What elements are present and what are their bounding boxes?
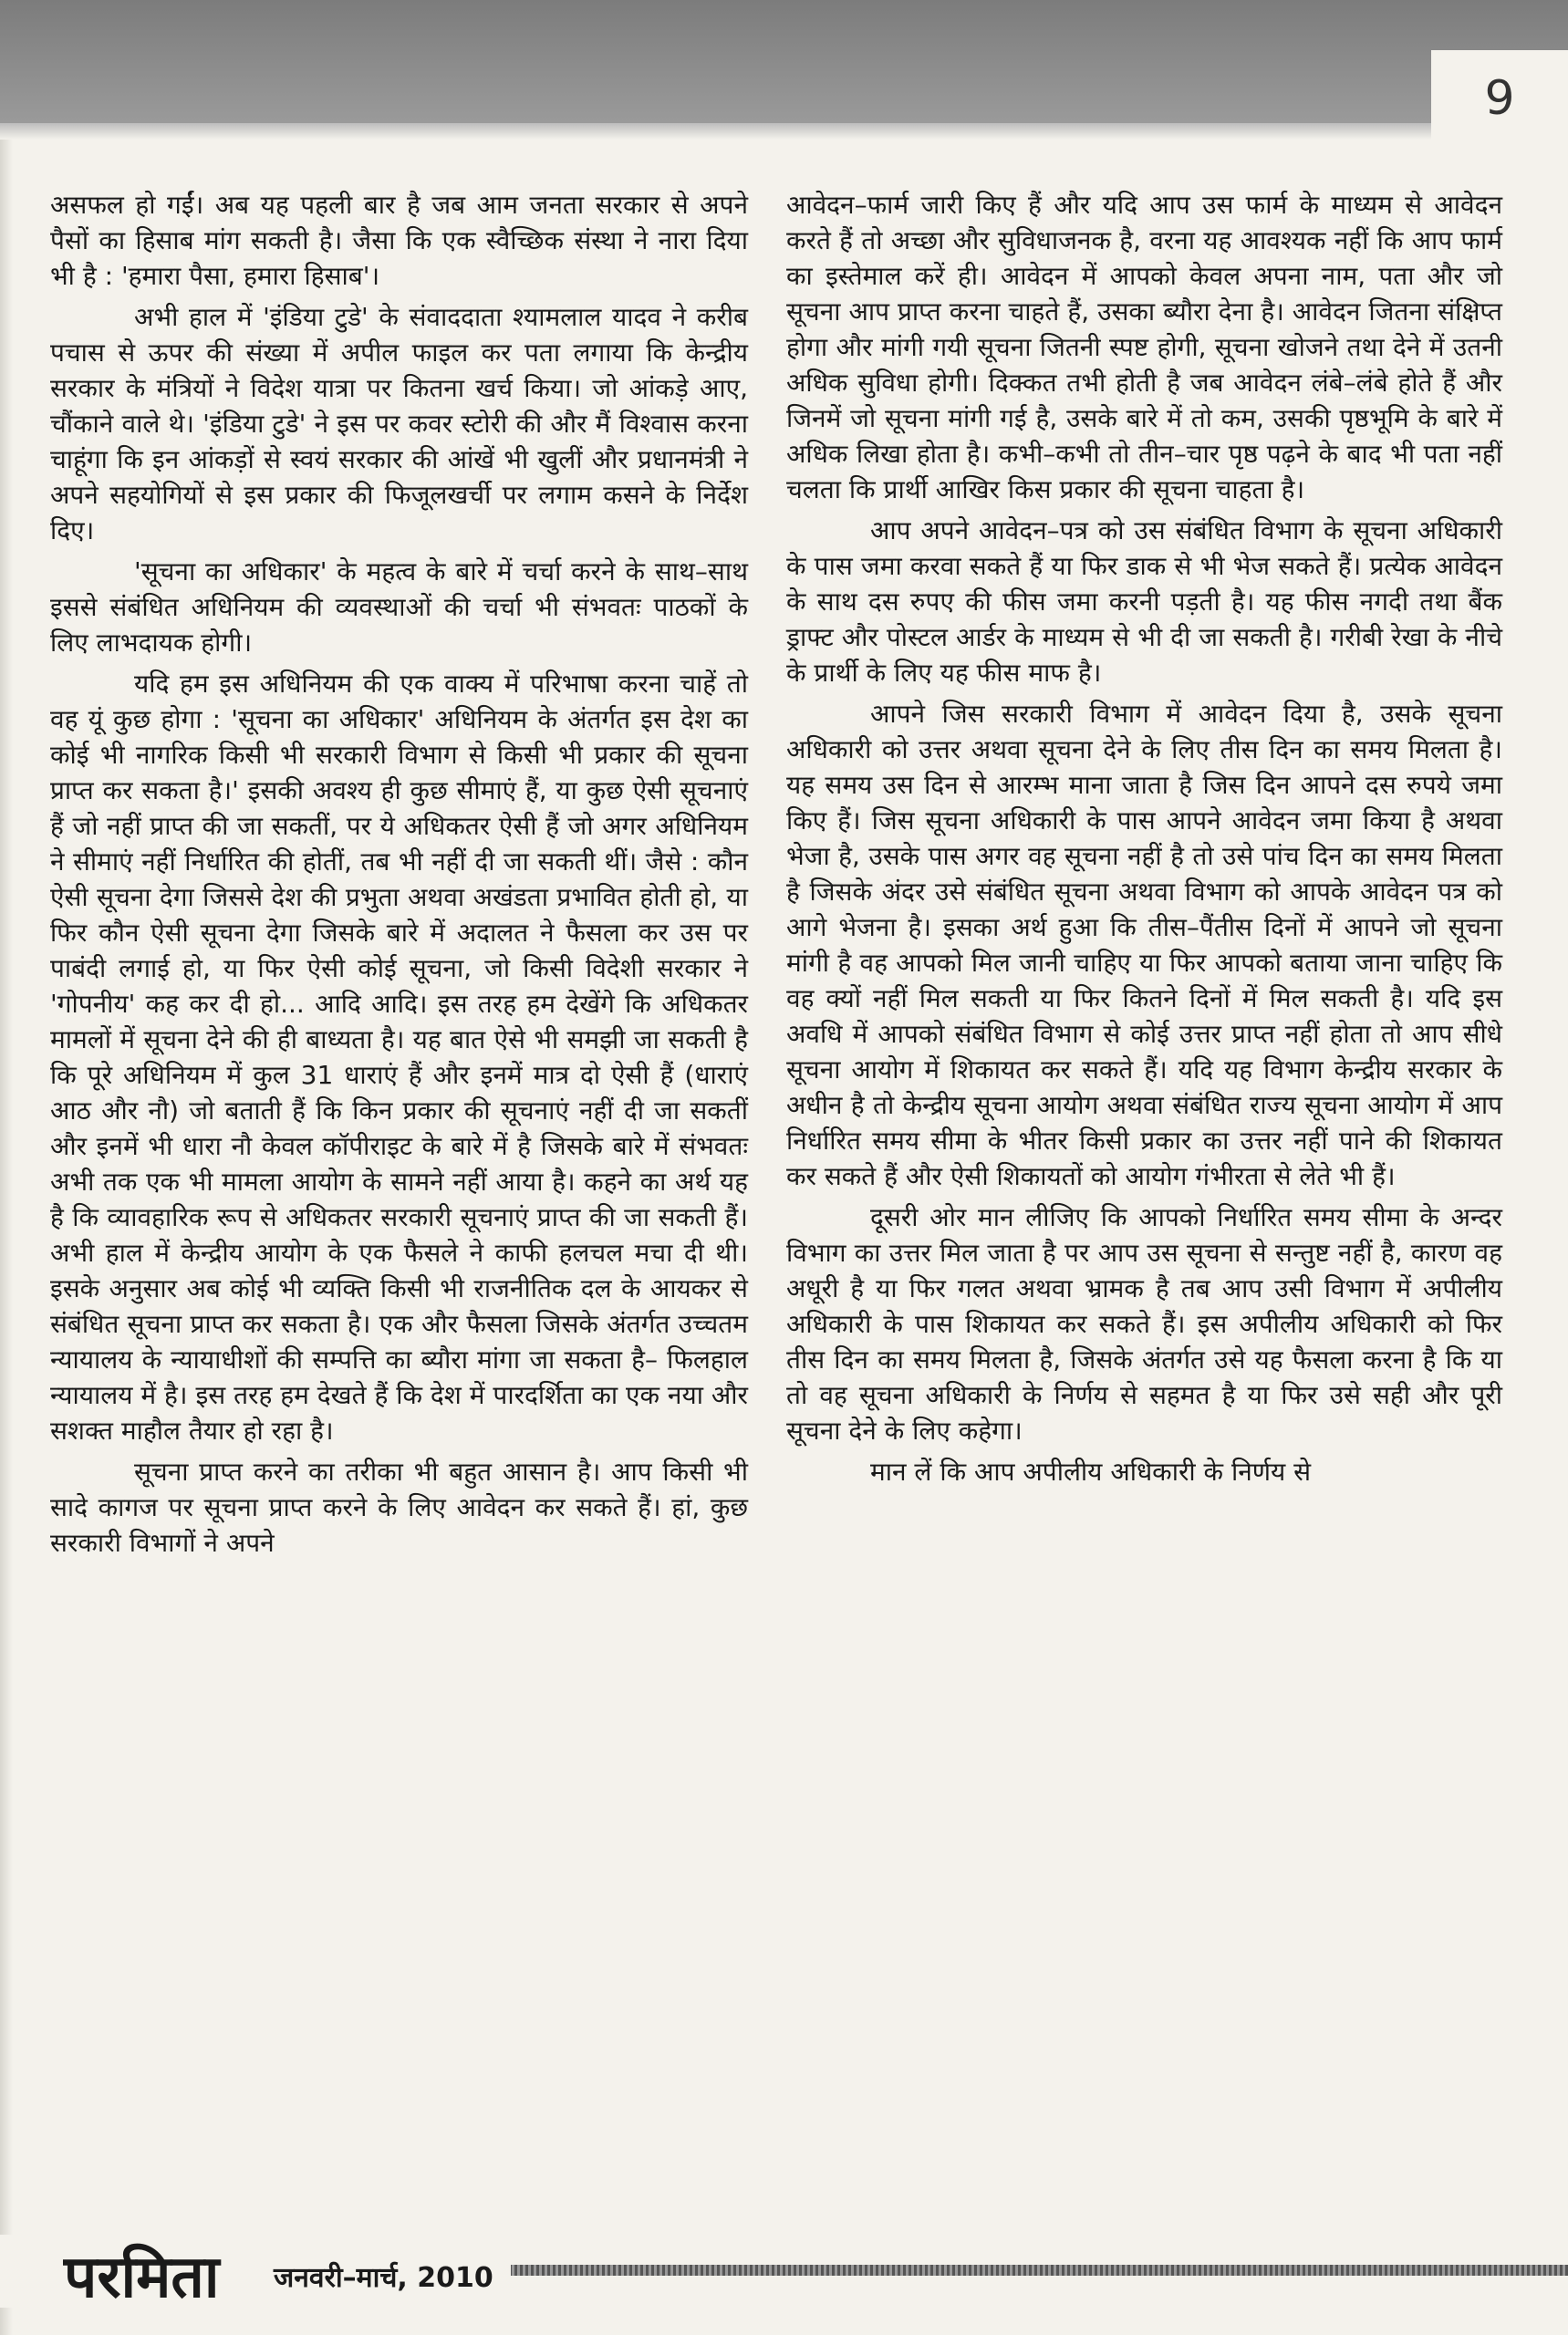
paragraph: अभी हाल में 'इंडिया टुडे' के संवाददाता श्यामलाल यादव ने करीब पचास से ऊपर की संख्या में अपील फाइल कर पता लगाया कि केन्द्रीय सरकार के मंत्रियों ने विदेश यात्रा पर कितना खर्च किया। जो आंकड़े आए, चौंकाने वाले थे। 'इंडिया टुडे' ने इस पर कवर स्टोरी की और मैं विश्वास करना चाहूंगा कि इन आंकड़ों से स्वयं सरकार की आंखें भी खुलीं और प्रधानमंत्री ने अपने सहयोगियों से इस प्रकार की फिजूलखर्ची पर लगाम कसने के निर्देश दिए।: [50, 302, 748, 545]
issue-date: जनवरी–मार्च, 2010: [274, 2262, 493, 2294]
magazine-logo: परमिता: [64, 2244, 220, 2311]
paragraph: यदि हम इस अधिनियम की एक वाक्य में परिभाषा करना चाहें तो वह यूं कुछ होगा : 'सूचना का अधिकार' अधिनियम के अंतर्गत इस देश का कोई भी नागरिक किसी भी सरकारी विभाग से किसी भी प्रकार की सूचना प्राप्त कर सकता है।' इसकी अवश्य ही कुछ सीमाएं हैं, या कुछ ऐसी सूचनाएं हैं जो नहीं प्राप्त की जा सकतीं, पर ये अधिकतर ऐसी हैं जो अगर अधिनियम ने सीमाएं नहीं निर्धारित की होतीं, तब भी नहीं दी जा सकती थीं। जैसे : कौन ऐसी सूचना देगा जिससे देश की प्रभुता अथवा अखंडता प्रभावित होती हो, या फिर कौन ऐसी सूचना देगा जिसके बारे में अदालत ने फैसला कर उस पर पाबंदी लगाई हो, या फिर ऐसी कोई सूचना, जो किसी विदेशी सरकार ने 'गोपनीय' कह कर दी हो... आदि आदि। इस तरह हम देखेंगे कि अधिकतर मामलों में सूचना देने की ही बाध्यता है। यह बात ऐसे भी समझी जा सकती है कि पूरे अधिनियम में कुल 31 धाराएं हैं और इनमें मात्र दो ऐसी हैं (धाराएं आठ और नौ) जो बताती हैं कि किन प्रकार की सूचनाएं नहीं दी जा सकतीं और इनमें भी धारा नौ केवल कॉपीराइट के बारे में है जिसके बारे में संभवतः अभी तक एक भी मामला आयोग के सामने नहीं आया है। कहने का अर्थ यह है कि व्यावहारिक रूप से अधिकतर सरकारी सूचनाएं प्राप्त की जा सकती हैं। अभी हाल में केन्द्रीय आयोग के एक फैसले ने काफी हलचल मचा दी थी। इसके अनुसार अब कोई भी व्यक्ति किसी भी राजनीतिक दल के आयकर से संबंधित सूचना प्राप्त कर सकता है। एक और फैसला जिसके अंतर्गत उच्चतम न्यायालय के न्यायाधीशों की सम्पत्ति का ब्यौरा मांगा जा सकता है– फिलहाल न्यायालय में है। इस तरह हम देखते हैं कि देश में पारदर्शिता का एक नया और सशक्त माहौल तैयार हो रहा है।: [50, 669, 748, 1446]
paragraph: मान लें कि आप अपीलीय अधिकारी के निर्णय से: [870, 1457, 1312, 1487]
page-number: 9: [1484, 70, 1515, 126]
header-band: [0, 0, 1568, 123]
left-text-column: [50, 187, 748, 1566]
paragraph: आपने जिस सरकारी विभाग में आवेदन दिया है, उसके सूचना अधिकारी को उत्तर अथवा सूचना देने के लिए तीस दिन का समय मिलता है। यह समय उस दिन से आरम्भ माना जाता है जिस दिन आपने दस रुपये जमा किए हैं। जिस सूचना अधिकारी के पास आपने आवेदन जमा किया है अथवा भेजा है, उसके पास अगर वह सूचना नहीं है तो उसे पांच दिन का समय मिलता है जिसके अंदर उसे संबंधित सूचना अथवा विभाग को आपके आवेदन पत्र को आगे भेजना है। इसका अर्थ हुआ कि तीस–पैंतीस दिनों में आपने जो सूचना मांगी है वह आपको मिल जानी चाहिए या फिर आपको बताया जाना चाहिए कि वह क्यों नहीं मिल सकती या फिर कितने दिनों में मिल सकती है। यदि इस अवधि में आपको संबंधित विभाग से कोई उत्तर प्राप्त नहीं होता तो आप सीधे सूचना आयोग में शिकायत कर सकते हैं। यदि यह विभाग केन्द्रीय सरकार के अधीन है तो केन्द्रीय सूचना आयोग अथवा संबंधित राज्य सूचना आयोग में आप निर्धारित समय सीमा के भीतर किसी प्रकार का उत्तर नहीं पाने की शिकायत कर सकते हैं और ऐसी शिकायतों को आयोग गंभीरता से लेते भी हैं।: [786, 699, 1502, 1191]
paragraph: दूसरी ओर मान लीजिए कि आपको निर्धारित समय सीमा के अन्दर विभाग का उत्तर मिल जाता है पर आप उस सूचना से सन्तुष्ट नहीं है, कारण वह अधूरी है या फिर गलत अथवा भ्रामक है तब आप उसी विभाग में अपीलीय अधिकारी के पास शिकायत कर सकते हैं। इस अपीलीय अधिकारी को फिर तीस दिन का समय मिलता है, जिसके अंतर्गत उसे यह फैसला करना है कि या तो वह सूचना अधिकारी के निर्णय से सहमत है या फिर उसे सही और पूरी सूचना देने के लिए कहेगा।: [786, 1202, 1502, 1446]
page-left-edge-shadow: [0, 0, 13, 2335]
paragraph: आवेदन–फार्म जारी किए हैं और यदि आप उस फार्म के माध्यम से आवेदन करते हैं तो अच्छा और सुविधाजनक है, वरना यह आवश्यक नहीं कि आप फार्म का इस्तेमाल करें ही। आवेदन में आपको केवल अपना नाम, पता और जो सूचना आप प्राप्त करना चाहते हैं, उसका ब्यौरा देना है। आवेदन जितना संक्षिप्त होगा और मांगी गयी सूचना जितनी स्पष्ट होगी, सूचना खोजने तथा देने में उतनी अधिक सुविधा होगी। दिक्कत तभी होती है जब आवेदन लंबे–लंबे होते हैं और जिनमें जो सूचना मांगी गई है, उसके बारे में तो कम, उसकी पृष्ठभूमि के बारे में अधिक लिखा होता है। कभी–कभी तो तीन–चार पृष्ठ पढ़ने के बाद भी पता नहीं चलता कि प्रार्थी आखिर किस प्रकार की सूचना चाहता है।: [786, 190, 1502, 504]
paragraph: असफल हो गईं। अब यह पहली बार है जब आम जनता सरकार से अपने पैसों का हिसाब मांग सकती है। जैसा कि एक स्वैच्छिक संस्था ने नारा दिया भी है : 'हमारा पैसा, हमारा हिसाब'।: [50, 190, 748, 291]
right-text-column: [786, 187, 1502, 1495]
footer-title-area: [0, 2235, 511, 2311]
page-number-box: [1431, 50, 1568, 146]
paragraph: आप अपने आवेदन–पत्र को उस संबंधित विभाग के सूचना अधिकारी के पास जमा करवा सकते हैं या फिर डाक से भी भेज सकते हैं। प्रत्येक आवेदन के साथ दस रुपए की फीस जमा करनी पड़ती है। यह फीस नगदी तथा बैंक ड्राफ्ट और पोस्टल आर्डर के माध्यम से भी दी जा सकती है। गरीबी रेखा के नीचे के प्रार्थी के लिए यह फीस माफ है।: [786, 515, 1502, 688]
paragraph: सूचना प्राप्त करने का तरीका भी बहुत आसान है। आप किसी भी सादे कागज पर सूचना प्राप्त करने के लिए आवेदन कर सकते हैं। हां, कुछ सरकारी विभागों ने अपने: [50, 1457, 748, 1558]
paragraph: 'सूचना का अधिकार' के महत्व के बारे में चर्चा करने के साथ–साथ इससे संबंधित अधिनियम की व्यवस्थाओं की चर्चा भी संभवतः पाठकों के लिए लाभदायक होगी।: [50, 556, 748, 658]
page-footer: [0, 2226, 1568, 2335]
header-band-fade: [0, 123, 1568, 140]
